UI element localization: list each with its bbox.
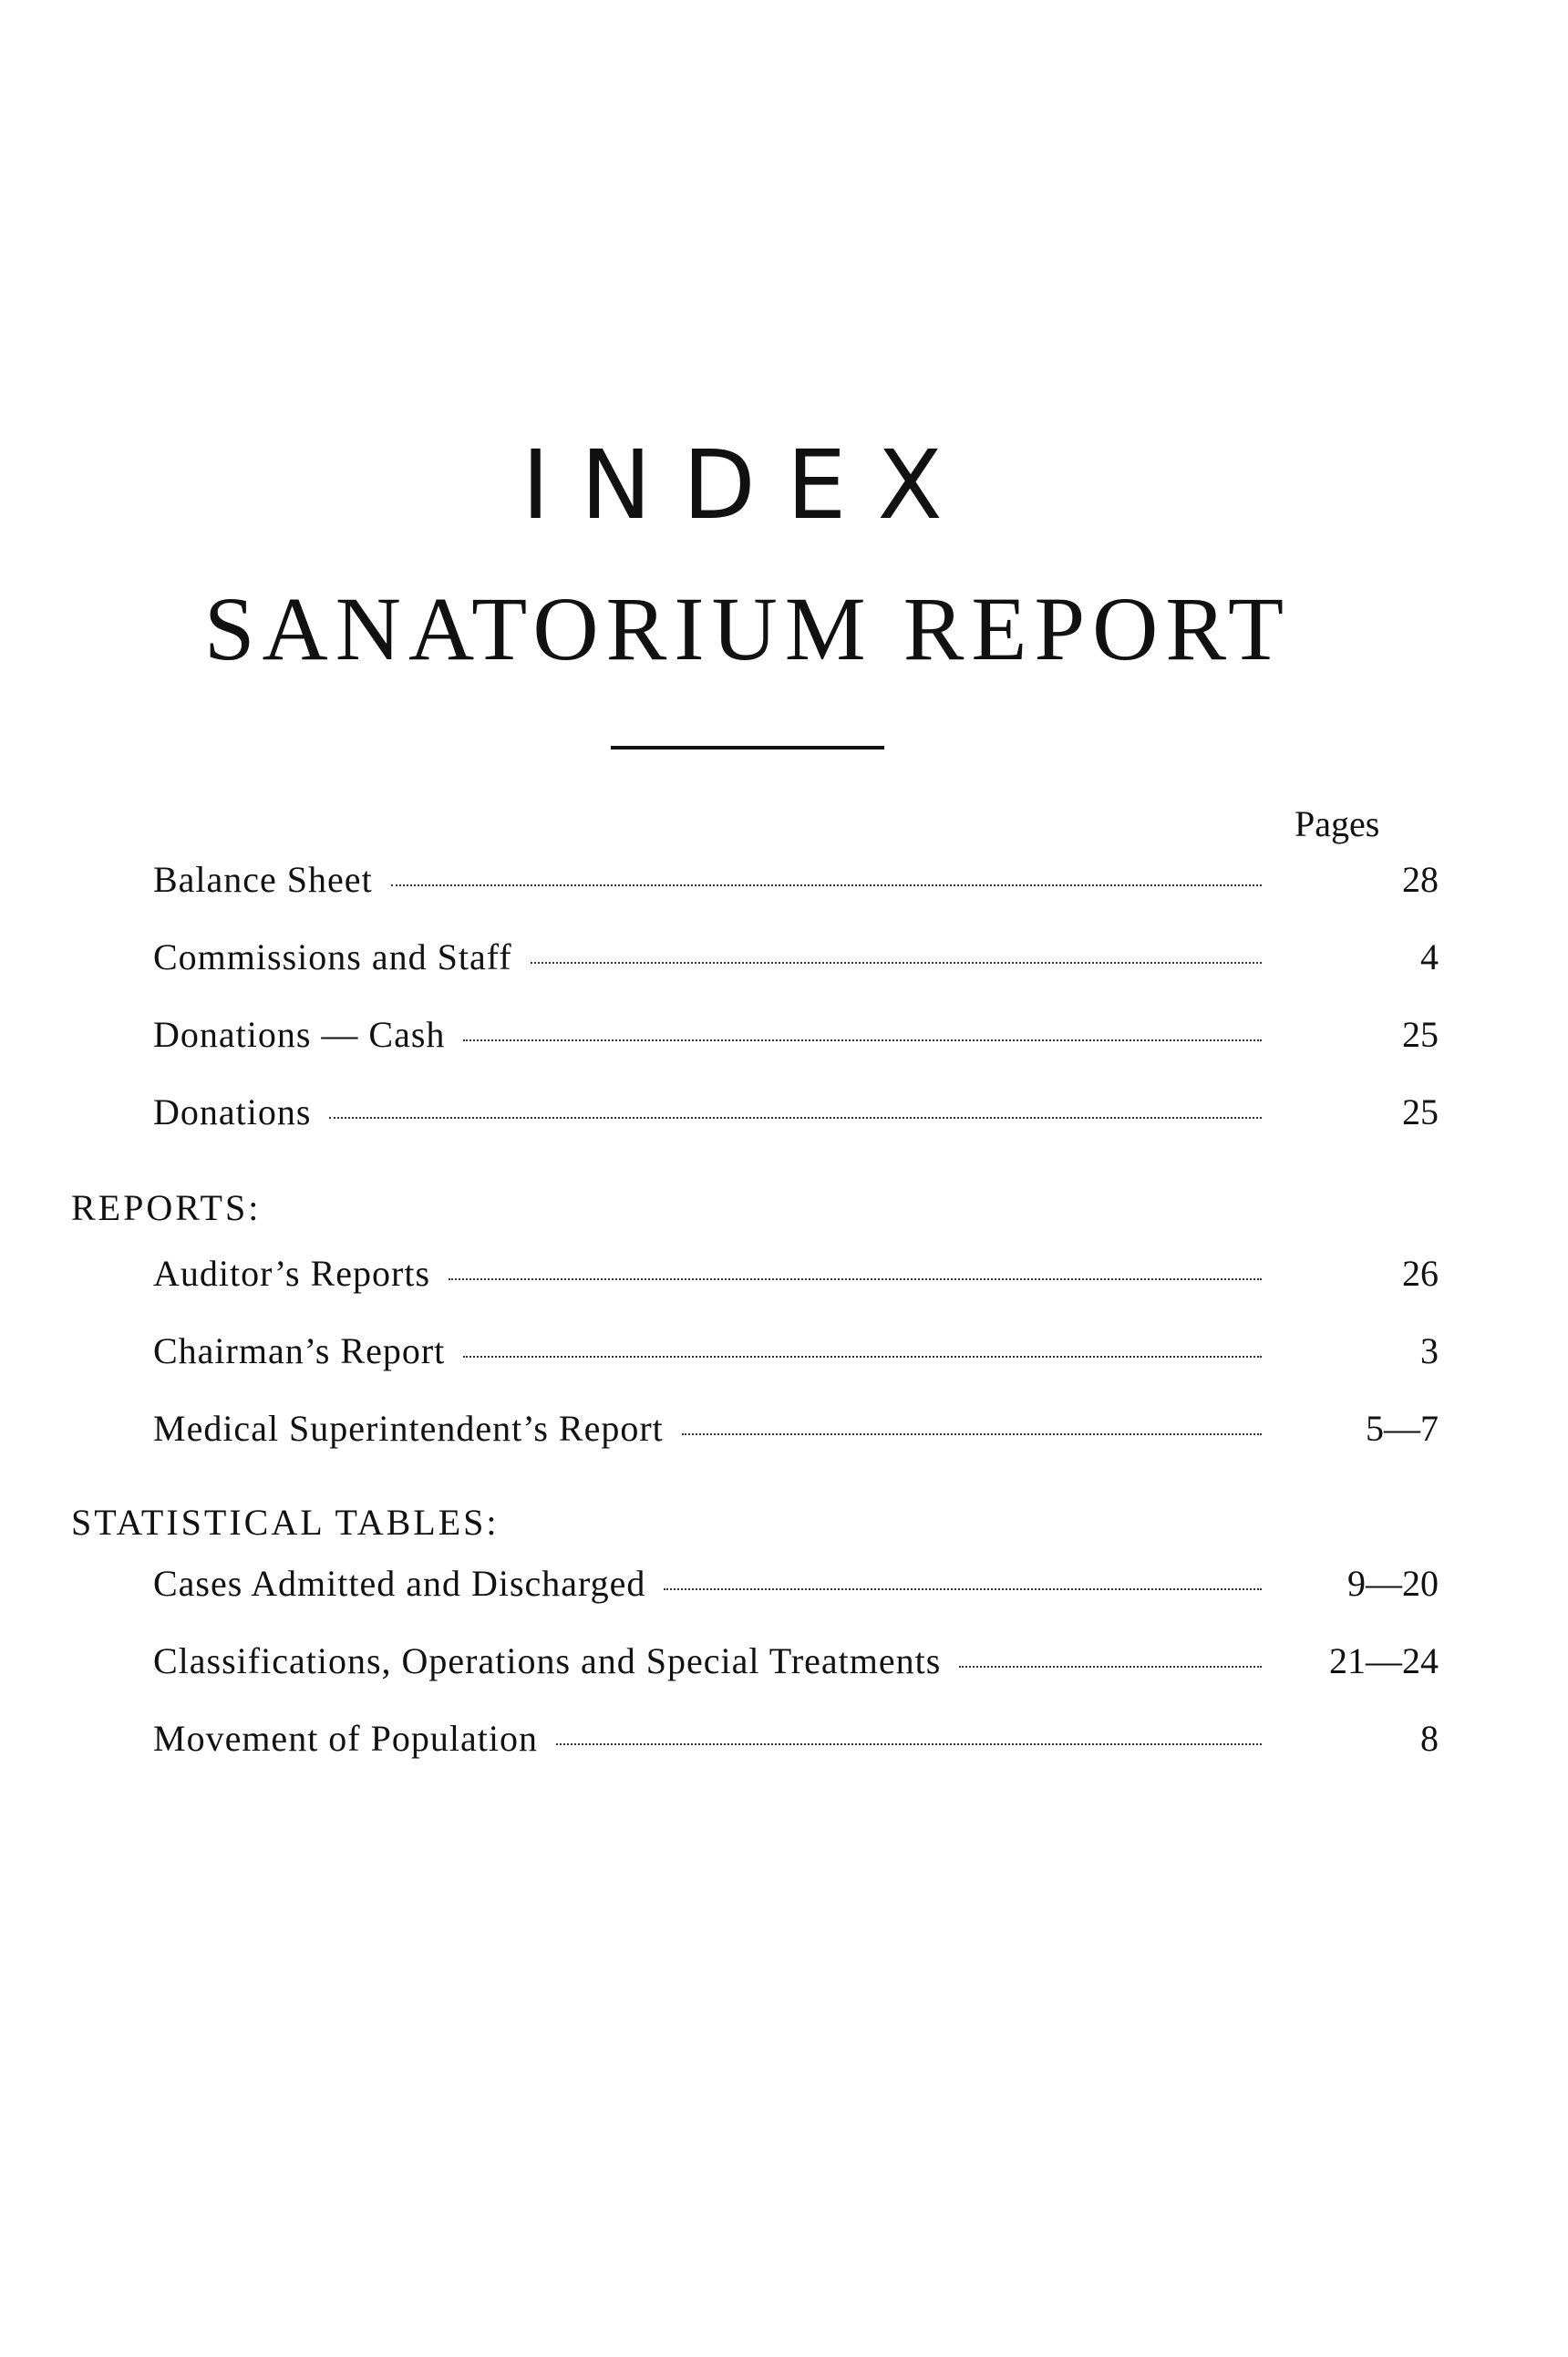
entry-label: Auditor’s Reports [153,1253,431,1294]
entry-page: 5—7 [1366,1408,1439,1449]
entry-page: 8 [1420,1718,1439,1759]
dot-leader [391,884,1262,886]
index-entry-movement-of-population [153,1716,1439,1762]
index-entry-auditors-reports [153,1251,1439,1297]
entry-label: Medical Superintendent’s Report [153,1408,664,1449]
dot-leader [329,1117,1262,1119]
section-heading-statistical-tables: STATISTICAL TABLES: [71,1502,500,1543]
dot-leader [531,962,1262,964]
page-subtitle: SANATORIUM REPORT [203,578,1292,679]
dot-leader [664,1588,1262,1590]
entry-label: Commissions and Staff [153,936,512,977]
index-entry-commissions-and-staff [153,935,1439,980]
index-entry-balance-sheet [153,857,1439,903]
entry-page: 25 [1402,1014,1439,1055]
dot-leader [959,1666,1262,1668]
dot-leader [463,1356,1262,1358]
entry-label: Chairman’s Report [153,1330,446,1371]
entry-page: 26 [1402,1253,1439,1294]
entry-label: Donations — Cash [153,1014,446,1055]
entry-page: 25 [1402,1091,1439,1132]
entry-label: Donations [153,1091,312,1132]
dot-leader [463,1039,1262,1041]
index-entry-cases-admitted-and-discharged [153,1561,1439,1607]
dot-leader [682,1433,1262,1435]
page-title: INDEX [521,429,974,541]
index-entry-medical-superintendents-report [153,1406,1439,1452]
entry-page: 3 [1420,1330,1439,1371]
entry-page: 21—24 [1329,1640,1439,1681]
entry-page: 4 [1420,936,1439,977]
index-entry-classifications-operations-special-treatments [153,1639,1439,1684]
dot-leader [449,1278,1262,1280]
entry-page: 9—20 [1347,1563,1439,1604]
entry-label: Balance Sheet [153,859,373,900]
pages-column-heading: Pages [1295,803,1380,844]
entry-label: Movement of Population [153,1718,538,1759]
title-divider [611,746,884,749]
index-entry-chairmans-report [153,1328,1439,1374]
index-entry-donations [153,1090,1439,1135]
entry-label: Classifications, Operations and Special Treatments [153,1640,942,1681]
entry-label: Cases Admitted and Discharged [153,1563,646,1604]
entry-page: 28 [1402,859,1439,900]
dot-leader [556,1743,1262,1745]
section-heading-reports: REPORTS: [71,1187,262,1228]
index-entry-donations-cash [153,1012,1439,1058]
